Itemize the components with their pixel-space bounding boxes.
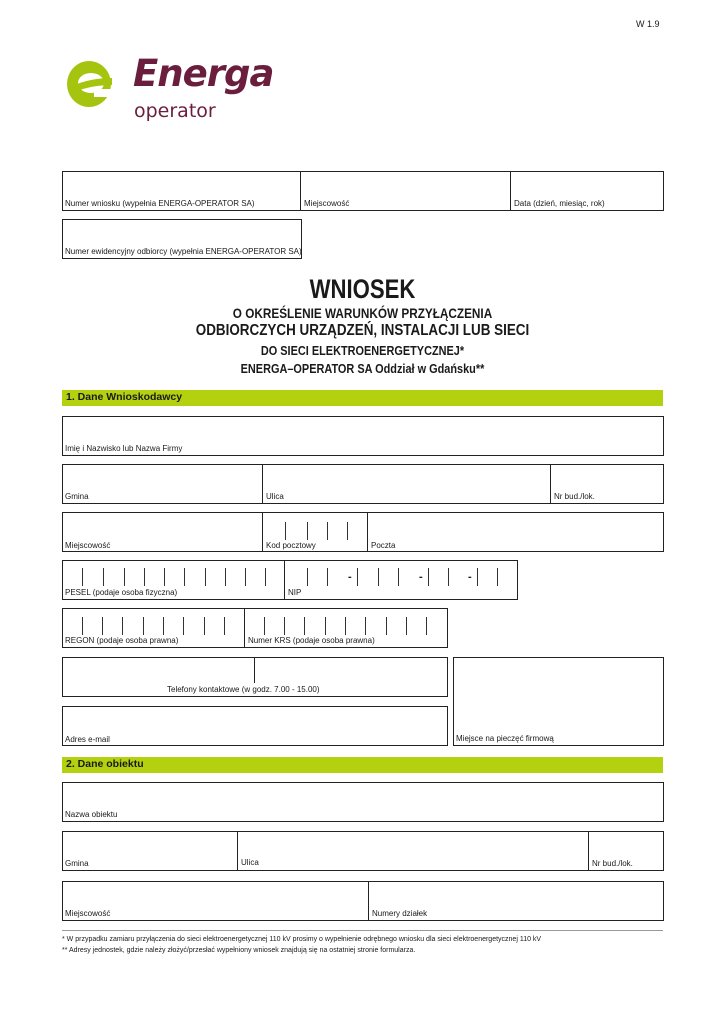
title-line-2: ODBIORCZYCH URZĄDZEŃ, INSTALACJI LUB SIECI bbox=[195, 322, 530, 339]
header-date-field[interactable] bbox=[514, 176, 663, 196]
title-line-3: DO SIECI ELEKTROENERGETYCZNEJ* bbox=[260, 343, 465, 358]
page-title: WNIOSEK bbox=[309, 274, 416, 304]
applicant-name-field[interactable] bbox=[66, 421, 660, 441]
stamp-box bbox=[453, 657, 664, 746]
pesel-field[interactable] bbox=[66, 566, 284, 586]
section-1-header bbox=[62, 390, 663, 406]
phone-1-field[interactable] bbox=[66, 662, 254, 682]
header-city-field[interactable] bbox=[304, 176, 508, 196]
object-name-label: Nazwa obiektu bbox=[65, 810, 118, 819]
applicant-street-field[interactable] bbox=[266, 469, 550, 489]
title-line-4: ENERGA–OPERATOR SA Oddział w Gdańsku** bbox=[240, 361, 485, 376]
section-2-header bbox=[62, 757, 663, 773]
object-building-label: Nr bud./lok. bbox=[592, 859, 633, 868]
request-number-label: Numer wniosku (wypełnia ENERGA-OPERATOR SA) bbox=[65, 199, 255, 208]
object-building-field[interactable] bbox=[592, 836, 662, 856]
footnote-2: ** Adresy jednostek, gdzie należy złożyć/przesłać wypełniony wniosek znajdują się na ostatniej stronie formularza. bbox=[62, 947, 416, 954]
footnote-divider bbox=[62, 930, 663, 931]
phone-2-field[interactable] bbox=[258, 662, 448, 682]
header-city-label: Miejscowość bbox=[304, 199, 350, 208]
brand-logo bbox=[64, 52, 274, 124]
applicant-building-label: Nr bud./lok. bbox=[554, 492, 595, 501]
stamp-label: Miejsce na pieczęć firmową bbox=[456, 734, 554, 743]
brand-sub: operator bbox=[134, 100, 216, 122]
post-office-label: Poczta bbox=[371, 541, 396, 550]
email-field[interactable] bbox=[66, 711, 448, 731]
object-gmina-label: Gmina bbox=[65, 859, 89, 868]
applicant-name-label: Imię i Nazwisko lub Nazwa Firmy bbox=[65, 444, 183, 453]
object-gmina-field[interactable] bbox=[66, 836, 236, 856]
section-2-title: 2. Dane obiektu bbox=[66, 758, 144, 770]
applicant-street-label: Ulica bbox=[266, 492, 284, 501]
applicant-gmina-label: Gmina bbox=[65, 492, 89, 501]
phones-label: Telefony kontaktowe (w godz. 7.00 - 15.00) bbox=[167, 685, 320, 694]
postal-code-field[interactable] bbox=[266, 517, 366, 537]
krs-label: Numer KRS (podaje osoba prawna) bbox=[248, 636, 375, 645]
object-street-field[interactable] bbox=[241, 836, 587, 856]
header-date-label: Data (dzień, miesiąc, rok) bbox=[514, 199, 605, 208]
krs-field[interactable] bbox=[248, 614, 448, 634]
applicant-building-field[interactable] bbox=[554, 469, 662, 489]
energa-swirl-icon bbox=[64, 56, 118, 112]
nip-label: NIP bbox=[288, 588, 302, 597]
customer-id-field[interactable] bbox=[66, 224, 300, 244]
applicant-city-label: Miejscowość bbox=[65, 541, 111, 550]
applicant-gmina-field[interactable] bbox=[66, 469, 260, 489]
plot-numbers-label: Numery działek bbox=[372, 909, 428, 918]
object-city-field[interactable] bbox=[66, 886, 366, 906]
regon-field[interactable] bbox=[66, 614, 244, 634]
object-name-field[interactable] bbox=[66, 787, 660, 807]
object-city-label: Miejscowość bbox=[65, 909, 111, 918]
customer-id-label: Numer ewidencyjny odbiorcy (wypełnia ENERGA-OPERATOR SA) bbox=[65, 247, 302, 256]
email-label: Adres e-mail bbox=[65, 735, 110, 744]
pesel-label: PESEL (podaje osoba fizyczna) bbox=[65, 588, 178, 597]
request-number-field[interactable] bbox=[66, 176, 300, 196]
section-1-title: 1. Dane Wnioskodawcy bbox=[66, 391, 183, 403]
applicant-city-field[interactable] bbox=[66, 517, 260, 537]
object-street-label: Ulica bbox=[241, 858, 259, 867]
title-line-1: O OKREŚLENIE WARUNKÓW PRZYŁĄCZENIA bbox=[232, 305, 493, 321]
regon-label: REGON (podaje osoba prawna) bbox=[65, 636, 179, 645]
form-code: W 1.9 bbox=[636, 19, 660, 29]
plot-numbers-field[interactable] bbox=[372, 886, 662, 906]
postal-code-label: Kod pocztowy bbox=[266, 541, 316, 550]
brand-name: Energa bbox=[133, 52, 274, 95]
post-office-field[interactable] bbox=[371, 517, 661, 537]
footnote-1: * W przypadku zamiaru przyłączenia do sieci elektroenergetycznej 110 kV prosimy o wypełnienie odrębnego wniosku dla sieci elektroenergetycznej 110 kV bbox=[62, 936, 542, 943]
nip-field[interactable] bbox=[288, 566, 518, 586]
